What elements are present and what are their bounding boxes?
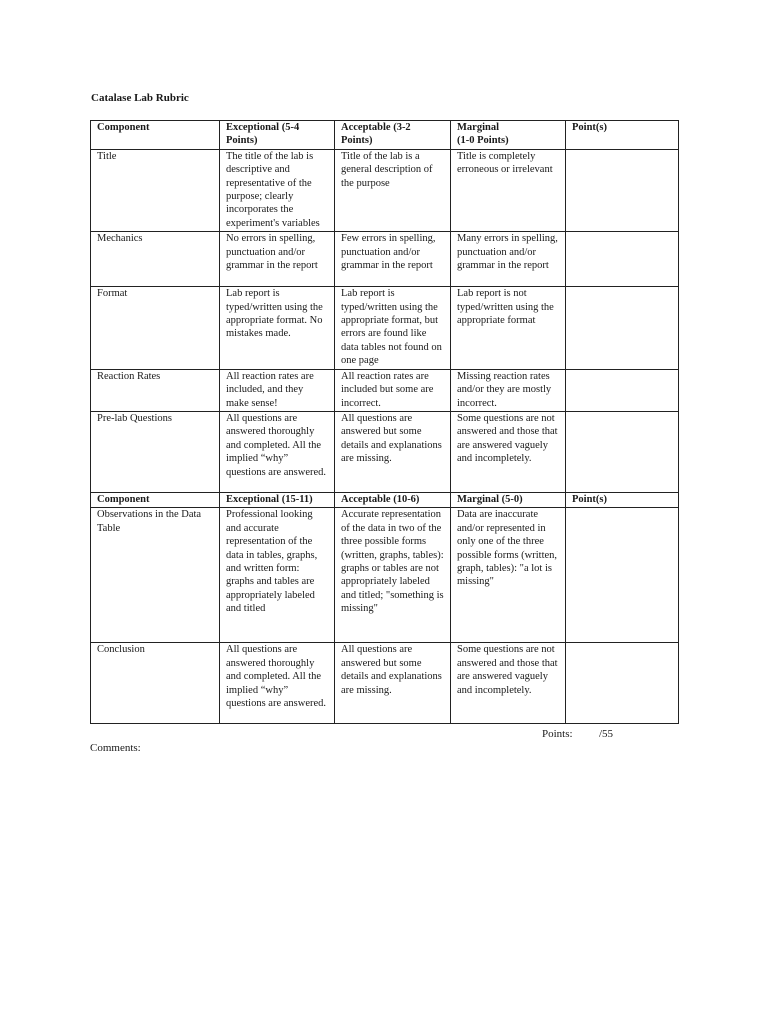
marginal-cell: Some questions are not answered and those that are answered vaguely and incompletely. [451,411,566,492]
acceptable-cell: Title of the lab is a general description of the purpose [335,149,451,231]
component-cell: Reaction Rates [91,369,220,411]
component-cell: Mechanics [91,232,220,287]
component-cell: Conclusion [91,643,220,724]
document-title: Catalase Lab Rubric [91,92,189,104]
points-cell [566,411,679,492]
header-component: Component [91,492,220,507]
points-cell [566,369,679,411]
component-cell: Observations in the Data Table [91,508,220,643]
exceptional-cell: Lab report is typed/written using the appropriate format. No mistakes made. [220,287,335,369]
rubric-row [91,149,679,231]
rubric-table [90,120,679,724]
component-cell: Pre-lab Questions [91,411,220,492]
points-cell [566,149,679,231]
points-total-line [542,728,614,740]
points-cell [566,232,679,287]
rubric-row [91,287,679,369]
header-acceptable: Acceptable (3-2 Points) [335,121,451,150]
rubric-row [91,232,679,287]
marginal-cell: Data are inaccurate and/or represented in only one of the three possible forms (written, graph, tables): "a lot is missing" [451,508,566,643]
comments-label: Comments: [90,742,141,754]
header-marginal: Marginal (1-0 Points) [451,121,566,150]
header-points: Point(s) [566,121,679,150]
header-exceptional: Exceptional (5-4 Points) [220,121,335,150]
rubric-row [91,508,679,643]
marginal-cell: Missing reaction rates and/or they are mostly incorrect. [451,369,566,411]
marginal-cell: Title is completely erroneous or irrelevant [451,149,566,231]
marginal-cell: Many errors in spelling, punctuation and/or grammar in the report [451,232,566,287]
acceptable-cell: All questions are answered but some details and explanations are missing. [335,643,451,724]
header-component: Component [91,121,220,150]
points-label: Points: [542,728,573,740]
exceptional-cell: Professional looking and accurate representation of the data in tables, graphs, and written form: graphs and tables are appropriately labeled and titled [220,508,335,643]
points-cell [566,508,679,643]
acceptable-cell: Few errors in spelling, punctuation and/or grammar in the report [335,232,451,287]
header-exceptional: Exceptional (15-11) [220,492,335,507]
component-cell: Format [91,287,220,369]
exceptional-cell: All reaction rates are included, and they make sense! [220,369,335,411]
rubric-header-row-2 [91,492,679,507]
header-marginal: Marginal (5-0) [451,492,566,507]
rubric-row [91,643,679,724]
exceptional-cell: No errors in spelling, punctuation and/or grammar in the report [220,232,335,287]
rubric-header-row [91,121,679,150]
acceptable-cell: Accurate representation of the data in two of the three possible forms (written, graphs, tables): graphs or tables are not appropriately labeled and titled; "something is missing" [335,508,451,643]
component-cell: Title [91,149,220,231]
exceptional-cell: All questions are answered thoroughly and completed. All the implied “why” questions are answered. [220,411,335,492]
acceptable-cell: Lab report is typed/written using the appropriate format, but errors are found like data tables not found on one page [335,287,451,369]
acceptable-cell: All questions are answered but some details and explanations are missing. [335,411,451,492]
exceptional-cell: All questions are answered thoroughly and completed. All the implied “why” questions are answered. [220,643,335,724]
header-points: Point(s) [566,492,679,507]
points-cell [566,287,679,369]
rubric-row [91,411,679,492]
exceptional-cell: The title of the lab is descriptive and representative of the purpose; clearly incorporates the experiment's variables [220,149,335,231]
points-total-value: /55 [599,728,614,740]
header-acceptable: Acceptable (10-6) [335,492,451,507]
marginal-cell: Lab report is not typed/written using the appropriate format [451,287,566,369]
rubric-row [91,369,679,411]
points-cell [566,643,679,724]
acceptable-cell: All reaction rates are included but some are incorrect. [335,369,451,411]
marginal-cell: Some questions are not answered and those that are answered vaguely and incompletely. [451,643,566,724]
